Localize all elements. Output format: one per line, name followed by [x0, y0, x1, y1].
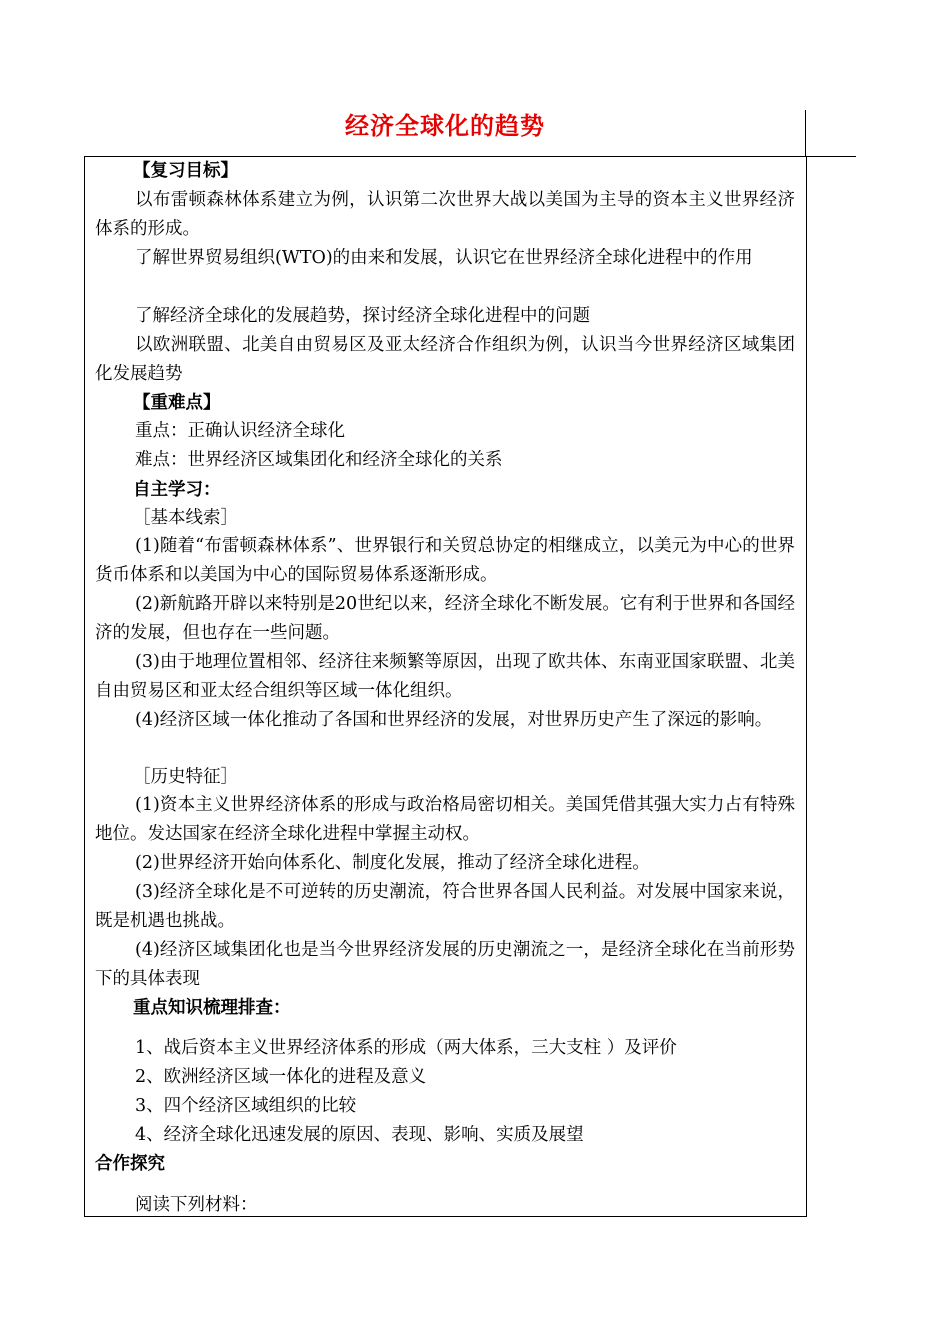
basic-clue-1: (1)随着“布雷顿森林体系”、世界银行和关贸总协定的相继成立，以美元为中心的世界货币体系和以美国为中心的国际贸易体系逐渐形成。 [95, 536, 795, 585]
basic-clue-2: (2)新航路开辟以来特别是20世纪以来，经济全球化不断发展。它有利于世界和各国经济的发展，但也存在一些问题。 [95, 594, 795, 643]
review-knowledge-item-3: 3、四个经济区域组织的比较 [135, 1096, 357, 1116]
review-knowledge-heading: 重点知识梳理排查： [133, 998, 291, 1018]
review-goal-3: 了解经济全球化的发展趋势，探讨经济全球化进程中的问题 [135, 306, 590, 326]
review-goals-heading: 【复习目标】 [133, 161, 238, 181]
review-knowledge-item-2: 2、欧洲经济区域一体化的进程及意义 [135, 1067, 427, 1087]
cooperation-intro: 阅读下列材料： [135, 1195, 258, 1215]
review-knowledge-item-1: 1、战后资本主义世界经济体系的形成（两大体系，三大支柱 ）及评价 [135, 1038, 677, 1058]
key-point-difficulty: 难点：世界经济区域集团化和经济全球化的关系 [135, 450, 503, 470]
historical-feature-4: (4)经济区域集团化也是当今世界经济发展的历史潮流之一，是经济全球化在当前形势下的具体表现 [95, 940, 795, 989]
self-study-heading: 自主学习： [133, 480, 221, 500]
review-goal-2: 了解世界贸易组织(WTO)的由来和发展，认识它在世界经济全球化进程中的作用 [135, 248, 753, 268]
basic-clue-3: (3)由于地理位置相邻、经济往来频繁等原因，出现了欧共体、东南亚国家联盟、北美自由贸易区和亚太经合组织等区域一体化组织。 [95, 652, 795, 701]
cooperation-heading: 合作探究 [95, 1154, 165, 1174]
historical-feature-1: (1)资本主义世界经济体系的形成与政治格局密切相关。美国凭借其强大实力占有特殊地位。发达国家在经济全球化进程中掌握主动权。 [95, 795, 795, 844]
basic-clue-4: (4)经济区域一体化推动了各国和世界经济的发展，对世界历史产生了深远的影响。 [135, 710, 773, 730]
historical-feature-2: (2)世界经济开始向体系化、制度化发展，推动了经济全球化进程。 [135, 853, 650, 873]
key-point-focus: 重点：正确认识经济全球化 [135, 421, 345, 441]
table-border-top-right [805, 110, 806, 156]
basic-clues-heading: ［基本线索］ [133, 508, 238, 528]
key-points-heading: 【重难点】 [133, 393, 221, 413]
historical-features-heading: ［历史特征］ [133, 767, 238, 787]
review-goal-4: 以欧洲联盟、北美自由贸易区及亚太经济合作组织为例，认识当今世界经济区域集团化发展趋势 [95, 335, 795, 384]
page-title: 经济全球化的趋势 [345, 112, 545, 140]
review-knowledge-item-4: 4、经济全球化迅速发展的原因、表现、影响、实质及展望 [135, 1125, 584, 1145]
review-goal-1: 以布雷顿森林体系建立为例，认识第二次世界大战以美国为主导的资本主义世界经济体系的形成。 [95, 190, 795, 239]
historical-feature-3: (3)经济全球化是不可逆转的历史潮流，符合世界各国人民利益。对发展中国家来说，既是机遇也挑战。 [95, 882, 795, 931]
